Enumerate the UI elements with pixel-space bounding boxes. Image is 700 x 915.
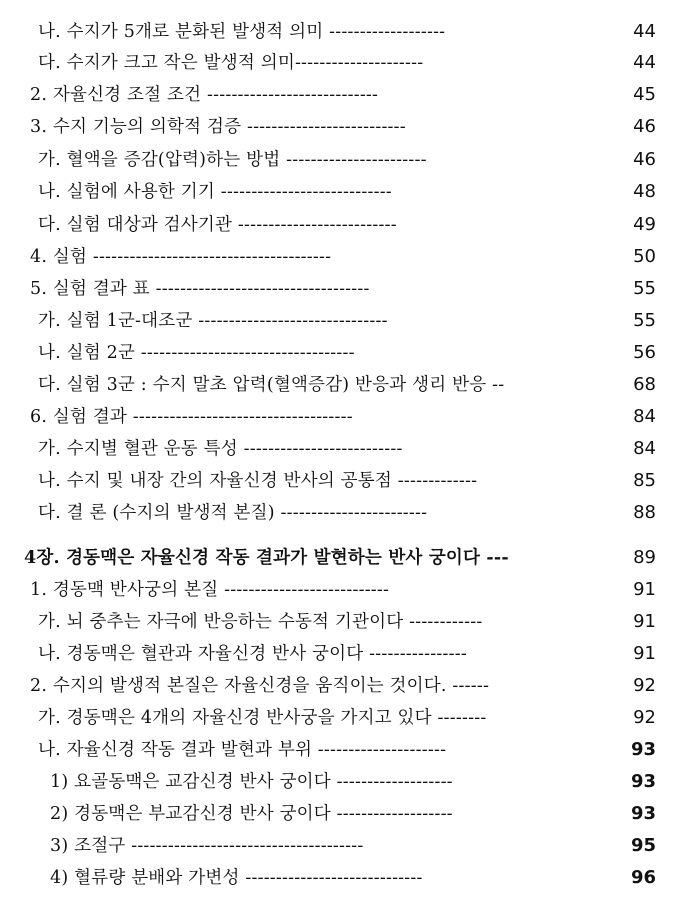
- toc-entry-title: 가. 혈액을 증감(압력)하는 방법 -----------------------: [38, 150, 427, 170]
- toc-page-number: 88: [633, 502, 656, 523]
- toc-entry-title: 가. 뇌 중추는 자극에 반응하는 수동적 기관이다 ------------: [38, 612, 483, 632]
- toc-line: [0, 145, 700, 175]
- toc-page-number: 89: [633, 547, 656, 568]
- toc-entry-title: 다. 실험 3군 : 수지 말초 압력(혈액증감) 반응과 생리 반응 --: [38, 375, 505, 395]
- toc-page-number: 93: [630, 803, 656, 824]
- toc-line: [0, 274, 700, 304]
- toc-entry-title: 2. 자율신경 조절 조건 ----------------------------: [30, 85, 379, 105]
- toc-line: [0, 306, 700, 336]
- toc-entry-title: 1) 요골동맥은 교감신경 반사 궁이다 -------------------: [50, 772, 453, 792]
- toc-line: [0, 703, 700, 733]
- toc-entry-title: 5. 실험 결과 표 -----------------------------------: [30, 279, 370, 299]
- toc-entry-title: 4) 혈류량 분배와 가변성 -----------------------------: [50, 868, 423, 888]
- toc-page-number: 56: [633, 342, 656, 363]
- toc-line: [0, 671, 700, 701]
- toc-page-number: 91: [633, 643, 656, 664]
- toc-line: [0, 466, 700, 496]
- toc-page-number: 95: [630, 835, 656, 856]
- toc-page-number: 85: [633, 470, 656, 491]
- toc-line: [0, 799, 700, 829]
- toc-line: [0, 735, 700, 765]
- toc-entry-title: 나. 실험 2군 -----------------------------------: [38, 343, 355, 363]
- toc-entry-title: 4. 실험 ---------------------------------------: [30, 247, 332, 267]
- toc-line: [0, 863, 700, 893]
- toc-line: [0, 831, 700, 861]
- toc-page-number: 49: [633, 214, 656, 235]
- toc-line: [0, 177, 700, 207]
- toc-page-number: 93: [630, 771, 656, 792]
- toc-page-number: 44: [633, 52, 656, 73]
- toc-line: [0, 607, 700, 637]
- toc-entry-title: 나. 경동맥은 혈관과 자율신경 반사 궁이다 ----------------: [38, 644, 467, 664]
- toc-page-number: 68: [633, 374, 656, 395]
- toc-line: [0, 575, 700, 605]
- toc-line: [0, 402, 700, 432]
- toc-page-number: 45: [633, 84, 656, 105]
- toc-page-number: 46: [633, 116, 656, 137]
- toc-entry-title: 나. 실험에 사용한 기기 ----------------------------: [38, 182, 392, 202]
- toc-page-number: 84: [633, 406, 656, 427]
- toc-entry-title: 가. 실험 1군-대조군 -------------------------------: [38, 311, 388, 331]
- toc-line: [0, 434, 700, 464]
- toc-line: [0, 767, 700, 797]
- toc-entry-title: 3) 조절구 --------------------------------------: [50, 836, 364, 856]
- toc-chapter-line: [0, 543, 700, 573]
- toc-entry-title: 나. 자율신경 작동 결과 발현과 부위 ---------------------: [38, 740, 447, 760]
- toc-page-number: 84: [633, 438, 656, 459]
- toc-line: [0, 48, 700, 78]
- toc-page-number: 92: [633, 707, 656, 728]
- toc-page-number: 92: [633, 675, 656, 696]
- toc-page-number: 48: [633, 181, 656, 202]
- toc-line: [0, 17, 700, 47]
- toc-page-number: 96: [630, 867, 656, 888]
- toc-page-number: 91: [633, 611, 656, 632]
- toc-entry-title: 6. 실험 결과 ------------------------------------: [30, 407, 353, 427]
- toc-line: [0, 80, 700, 110]
- toc-line: [0, 338, 700, 368]
- toc-entry-title: 다. 실험 대상과 검사기관 --------------------------: [38, 215, 397, 235]
- toc-page-number: 91: [633, 579, 656, 600]
- toc-entry-title: 4장. 경동맥은 자율신경 작동 결과가 발현하는 반사 궁이다 ---: [24, 548, 509, 568]
- toc-line: [0, 639, 700, 669]
- toc-page-number: 55: [633, 278, 656, 299]
- toc-line: [0, 112, 700, 142]
- toc-entry-title: 3. 수지 기능의 의학적 검증 --------------------------: [30, 117, 406, 137]
- toc-page-number: 55: [633, 310, 656, 331]
- toc-line: [0, 370, 700, 400]
- toc-entry-title: 2) 경동맥은 부교감신경 반사 궁이다 -------------------: [50, 804, 453, 824]
- toc-entry-title: 다. 결 론 (수지의 발생적 본질) ------------------------: [38, 503, 428, 523]
- toc-entry-title: 나. 수지가 5개로 분화된 발생적 의미 -------------------: [38, 22, 446, 42]
- toc-page-number: 50: [633, 246, 656, 267]
- toc-entry-title: 가. 경동맥은 4개의 자율신경 반사궁을 가지고 있다 --------: [38, 708, 487, 728]
- toc-entry-title: 나. 수지 및 내장 간의 자율신경 반사의 공통점 -------------: [38, 471, 478, 491]
- toc-line: [0, 210, 700, 240]
- toc-entry-title: 가. 수지별 혈관 운동 특성 --------------------------: [38, 439, 403, 459]
- toc-page-number: 93: [630, 739, 656, 760]
- toc-page-number: 44: [633, 21, 656, 42]
- toc-line: [0, 498, 700, 528]
- toc-entry-title: 다. 수지가 크고 작은 발생적 의미---------------------: [38, 53, 424, 73]
- toc-entry-title: 2. 수지의 발생적 본질은 자율신경을 움직이는 것이다. ------: [30, 676, 490, 696]
- toc-entry-title: 1. 경동맥 반사궁의 본질 ---------------------------: [30, 580, 390, 600]
- toc-line: [0, 242, 700, 272]
- toc-page-number: 46: [633, 149, 656, 170]
